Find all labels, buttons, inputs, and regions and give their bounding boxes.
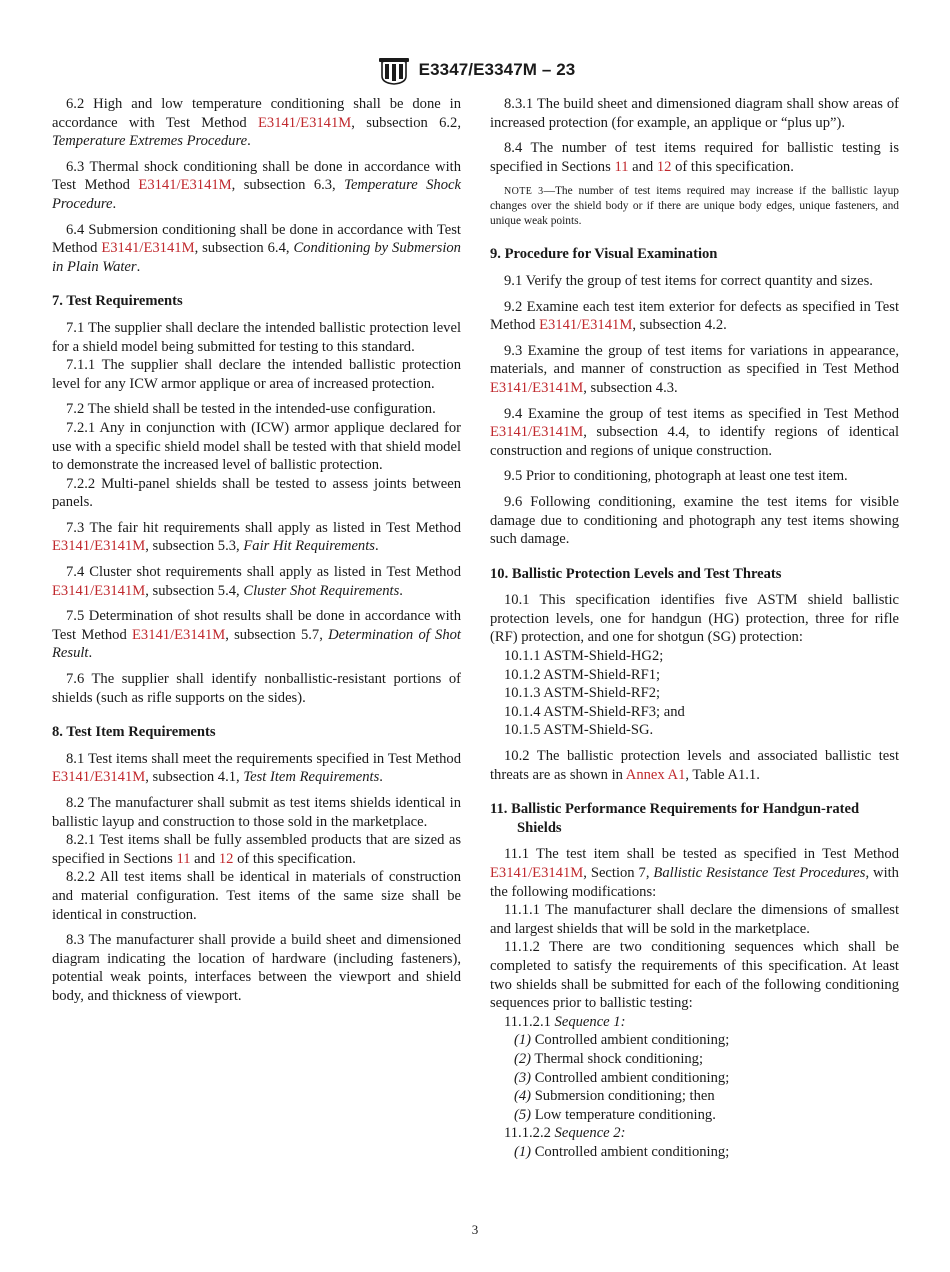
para-7-4 <box>52 563 461 600</box>
sequence-2-label <box>490 1124 899 1143</box>
right-column <box>490 95 899 1162</box>
ref-link-e3141[interactable]: E3141/E3141M <box>490 424 584 441</box>
item-number: (3) <box>514 1069 532 1086</box>
para-number: 8.1 <box>66 750 85 767</box>
para-text: , subsection 6.4, <box>194 240 294 257</box>
ref-link-e3141[interactable]: E3141/E3141M <box>258 114 352 131</box>
para-emphasis: Determination of Shot Result <box>52 626 461 662</box>
para-7-2: 7.2 The shield shall be tested in the intended-use configuration. <box>66 401 436 418</box>
para-text: 9.4 Examine the group of test items as specified in Test Method <box>504 405 899 422</box>
para-9-3 <box>490 342 899 398</box>
para-text: Cluster shot requirements shall apply as listed in Test Method <box>89 564 462 581</box>
para-number: 7.5 <box>66 608 85 625</box>
para-text: . <box>399 582 403 599</box>
para-text: , Table A1.1. <box>685 766 760 783</box>
para-number: 6.2 <box>66 96 85 112</box>
ref-link-e3141[interactable]: E3141/E3141M <box>52 582 146 599</box>
ref-link-e3141[interactable]: E3141/E3141M <box>52 769 146 786</box>
para-emphasis: Fair Hit Requirements <box>243 538 375 555</box>
para-7-3 <box>52 519 461 556</box>
para-emphasis: Cluster Shot Requirements <box>243 582 400 599</box>
note-text: —The number of test items required may increase if the ballistic layup changes over the shield body or if there are unique body edges, unique fasteners, and unique weak points. <box>490 185 899 228</box>
page-number: 3 <box>471 1222 479 1237</box>
list-item <box>490 1087 899 1106</box>
para-8-3-1: 8.3.1 The build sheet and dimensioned diagram shall show areas of increased protection (for example, an applique or “plus up”). <box>490 96 899 131</box>
item-text: Controlled ambient conditioning; <box>534 1143 730 1160</box>
list-item: 10.1.4 ASTM-Shield-RF3; and <box>504 703 685 720</box>
para-number: 6.4 <box>66 221 85 238</box>
page-header <box>0 52 950 88</box>
para-text: . <box>88 645 93 662</box>
para-9-5: 9.5 Prior to conditioning, photograph at least one test item. <box>504 468 848 485</box>
para-text: and <box>628 158 657 175</box>
list-item: 10.1.1 ASTM-Shield-HG2; <box>504 648 664 665</box>
para-6-3 <box>52 158 461 214</box>
section-link-11[interactable]: 11 <box>614 158 629 175</box>
para-text: , subsection 6.3, <box>231 177 345 194</box>
para-11-1-2: 11.1.2 There are two conditioning sequences which shall be completed to satisfy the requirements of this specification. At least two shields shall be submitted for each of the following conditioning sequences prior to ballistic testing: <box>490 939 899 1012</box>
ref-link-e3141[interactable]: E3141/E3141M <box>101 240 195 257</box>
para-emphasis: Test Item Requirements <box>243 769 380 786</box>
para-text: , with the following modifications: <box>490 865 899 900</box>
note-3 <box>490 184 899 229</box>
para-text: 9.3 Examine the group of test items for variations in appearance, materials, and manner of construction as specified in Test Method <box>490 342 899 378</box>
para-text: , subsection 4.4, to identify regions of identical construction and regions of unique construction. <box>490 424 899 459</box>
item-text: Submersion conditioning; then <box>534 1088 715 1105</box>
para-text: , subsection 5.4, <box>145 582 244 599</box>
para-text: 8.4 The number of test items required for ballistic testing is specified in Sections <box>490 140 899 175</box>
item-text: Controlled ambient conditioning; <box>534 1069 730 1086</box>
section-heading-9: 9. Procedure for Visual Examination <box>490 246 718 263</box>
para-text: , subsection 6.2, <box>351 114 461 131</box>
note-label: NOTE 3 <box>504 186 544 198</box>
para-11-1 <box>490 845 899 901</box>
para-emphasis: Ballistic Resistance Test Procedures <box>653 865 866 881</box>
para-emphasis: Temperature Extremes Procedure <box>52 133 248 150</box>
para-text: . <box>136 258 141 275</box>
para-7-6: 7.6 The supplier shall identify nonballistic-resistant portions of shields (such as rifle supports on the sides). <box>52 671 461 706</box>
section-heading-8: 8. Test Item Requirements <box>52 724 216 741</box>
para-8-2-2: 8.2.2 All test items shall be identical in materials of construction and material configuration. Test items of the same size shall be identical in construction. <box>52 869 461 923</box>
para-text: , subsection 5.7, <box>225 626 329 643</box>
para-6-2 <box>52 95 461 151</box>
left-column <box>52 95 461 1006</box>
para-text: of this specification. <box>233 850 356 867</box>
para-7-2-1: 7.2.1 Any in conjunction with (ICW) armor applique declared for use with a specific shield model shall be tested with that shield model to demonstrate the increased level of ballistic protection. <box>52 419 461 474</box>
item-number: (1) <box>514 1143 532 1160</box>
section-link-12[interactable]: 12 <box>218 850 234 867</box>
para-text: , subsection 4.3. <box>583 379 678 396</box>
item-text: Controlled ambient conditioning; <box>534 1032 730 1049</box>
item-number: (2) <box>514 1050 532 1067</box>
section-heading-7: 7. Test Requirements <box>52 293 183 310</box>
item-number: (4) <box>514 1088 532 1105</box>
para-9-6: 9.6 Following conditioning, examine the test items for visible damage due to conditioning and photograph any test items showing such damage. <box>490 493 899 548</box>
para-text: Thermal shock conditioning shall be done in accordance with Test Method <box>52 158 461 194</box>
para-number: 7.4 <box>66 564 85 581</box>
ref-link-e3141[interactable]: E3141/E3141M <box>138 177 232 194</box>
para-11-1-1: 11.1.1 The manufacturer shall declare the dimensions of smallest and largest shields that will be sold in the marketplace. <box>490 902 899 937</box>
para-text: and <box>190 850 219 867</box>
list-item: 10.1.5 ASTM-Shield-SG. <box>504 722 654 739</box>
list-item <box>490 1031 899 1050</box>
para-9-2 <box>490 298 899 335</box>
para-text: The fair hit requirements shall apply as listed in Test Method <box>89 519 461 536</box>
para-7-1-1: 7.1.1 The supplier shall declare the intended ballistic protection level for any ICW armor applique or area of increased protection. <box>52 357 461 392</box>
para-emphasis: Temperature Shock Procedure <box>52 177 461 212</box>
para-text: . <box>374 538 379 555</box>
section-heading-11: 11. Ballistic Performance Requirements for Handgun-rated Shields <box>490 801 860 836</box>
para-8-3: 8.3 The manufacturer shall provide a build sheet and dimensioned diagram indicating the location of hardware (including fasteners), potential weak points, interfaces between the viewport and shield body, and thickness of viewport. <box>52 932 461 1004</box>
para-text: of this specification. <box>671 158 794 175</box>
para-text: 8.2.1 Test items shall be fully assembled products that are sized as specified in Sections <box>52 832 461 867</box>
para-9-1: 9.1 Verify the group of test items for correct quantity and sizes. <box>504 272 873 289</box>
ref-link-e3141[interactable]: E3141/E3141M <box>539 317 633 334</box>
para-text: , Section 7, <box>583 865 654 881</box>
list-item <box>490 1069 899 1088</box>
para-10-1: 10.1 This specification identifies five ASTM shield ballistic protection levels, one for handgun (HG) protection, three for rifle (RF) protection, and one for shotgun (SG) protection: <box>490 592 899 646</box>
ref-link-e3141[interactable]: E3141/E3141M <box>490 379 584 396</box>
para-text: , subsection 5.3, <box>145 538 244 555</box>
para-7-1: 7.1 The supplier shall declare the intended ballistic protection level for a shield model being submitted for testing to this standard. <box>52 319 461 355</box>
section-heading-10: 10. Ballistic Protection Levels and Test Threats <box>490 565 782 582</box>
para-text: . <box>112 195 117 212</box>
para-9-4 <box>490 405 899 461</box>
para-6-4 <box>52 221 461 277</box>
item-text: Low temperature conditioning. <box>534 1106 716 1123</box>
para-text: . <box>379 769 383 786</box>
astm-logo-icon <box>375 54 413 86</box>
list-item: 10.1.3 ASTM-Shield-RF2; <box>504 685 661 702</box>
para-8-1 <box>52 750 461 787</box>
list-item <box>490 1106 899 1125</box>
ref-link-e3141[interactable]: E3141/E3141M <box>490 865 584 881</box>
para-number: 7.3 <box>66 519 85 536</box>
ref-link-e3141[interactable]: E3141/E3141M <box>131 626 226 643</box>
section-link-12[interactable]: 12 <box>656 158 672 175</box>
list-item: 10.1.2 ASTM-Shield-RF1; <box>504 666 661 683</box>
para-text: Test items shall meet the requirements specified in Test Method <box>88 750 461 767</box>
para-7-5 <box>52 607 461 663</box>
list-item <box>490 1050 899 1069</box>
para-text: 11.1 The test item shall be tested as specified in Test Method <box>504 846 899 863</box>
para-text: . <box>247 133 251 150</box>
para-emphasis: Conditioning by Submersion in Plain Water <box>52 240 461 275</box>
para-number: 11.1.2.2 <box>504 1125 551 1142</box>
para-8-2: 8.2 The manufacturer shall submit as test items shields identical in ballistic layup and construction to those sold in the marketplace. <box>52 795 461 830</box>
para-8-4 <box>490 139 899 176</box>
para-emphasis: Sequence 1: <box>554 1013 626 1030</box>
list-item <box>490 1143 899 1162</box>
para-text: High and low temperature conditioning shall be done in accordance with Test Method <box>52 96 461 131</box>
para-number: 6.3 <box>66 158 85 175</box>
para-7-2-2: 7.2.2 Multi-panel shields shall be tested to assess joints between panels. <box>52 475 461 511</box>
annex-link-a1[interactable]: Annex A1 <box>625 766 686 783</box>
item-number: (5) <box>514 1106 532 1123</box>
document-id: E3347/E3347M – 23 <box>418 59 576 79</box>
para-text: Submersion conditioning shall be done in accordance with Test Method <box>52 221 461 257</box>
ref-link-e3141[interactable]: E3141/E3141M <box>52 538 146 555</box>
para-text: 10.2 The ballistic protection levels and associated ballistic test threats are as shown in <box>490 748 899 783</box>
para-text: 9.2 Examine each test item exterior for defects as specified in Test Method <box>490 298 899 334</box>
para-10-2 <box>490 747 899 784</box>
para-number: 11.1.2.1 <box>504 1013 551 1030</box>
para-8-2-1 <box>52 831 461 868</box>
para-text: , subsection 4.2. <box>632 317 727 334</box>
para-text: Determination of shot results shall be done in accordance with Test Method <box>52 608 461 643</box>
para-emphasis: Sequence 2: <box>554 1125 626 1142</box>
sequence-1-label <box>490 1013 899 1032</box>
item-number: (1) <box>514 1032 532 1049</box>
item-text: Thermal shock conditioning; <box>534 1050 704 1067</box>
section-link-11[interactable]: 11 <box>176 850 191 867</box>
para-text: , subsection 4.1, <box>145 769 244 786</box>
